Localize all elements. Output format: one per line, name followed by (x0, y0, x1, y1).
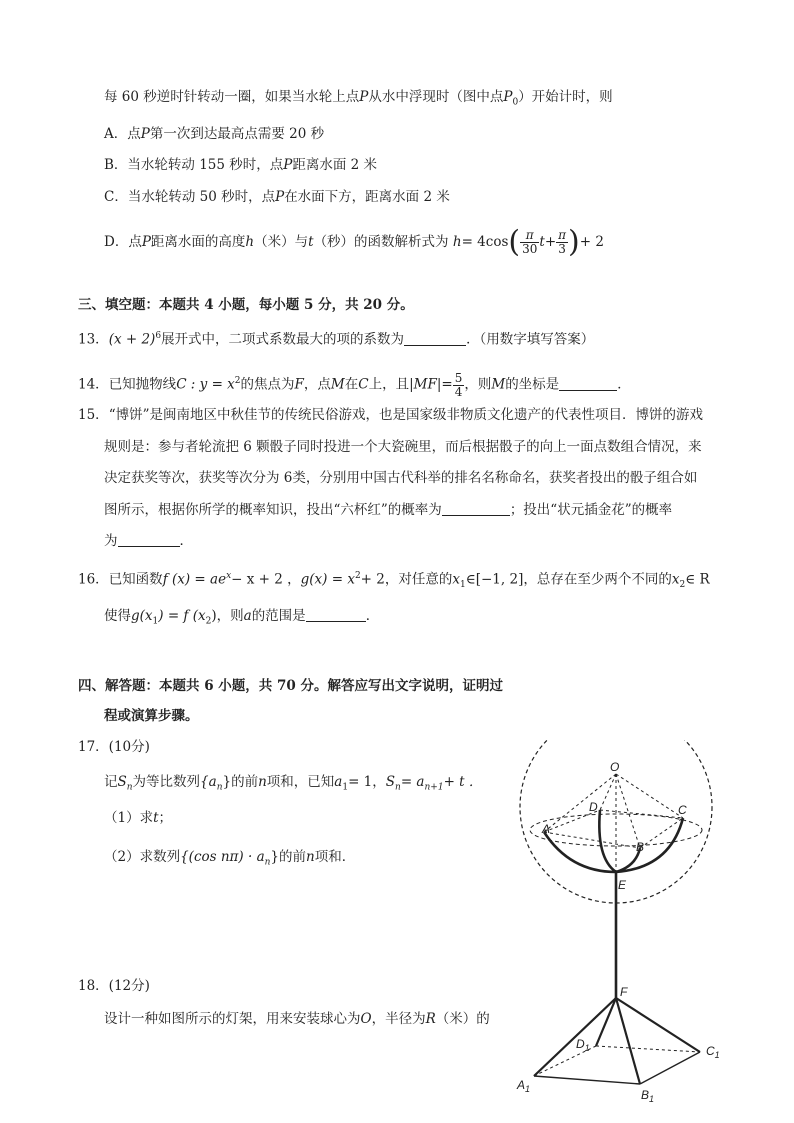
question-17-stem: 记$S_n$为等比数列$\{a_n\}$的前n项和，已知$a_1= 1$，$S_n= a_{n+1}+ t$ ． (104, 774, 483, 793)
label-a1: $A_1$ (517, 1078, 531, 1094)
label-c: C (678, 803, 687, 817)
label-d: D (589, 800, 598, 814)
question-17-part-1: （1）求t； (104, 810, 173, 826)
label-f: F (620, 985, 628, 999)
question-17-header: 17．(10分) (78, 739, 150, 755)
label-b: B (636, 840, 645, 854)
question-15-line-5: 为 ． (104, 533, 193, 549)
label-o: O (610, 760, 620, 774)
option-d: D．点P距离水面的高度h（米）与t（秒）的函数解析式为 h= 4cos( $\frac{\pi}{30}$ t+ $\frac{\pi}{3}$ )+ 2 (104, 224, 604, 260)
pyramid-edges-dashed (544, 774, 683, 872)
section-4-title-line-2: 程或演算步骤。 (104, 708, 199, 724)
section-4-title-line-1: 四、解答题：本题共 6 小题，共 70 分。解答应写出文字说明，证明过 (78, 678, 503, 694)
base-hidden (534, 1046, 700, 1076)
question-18-stem: 设计一种如图所示的灯架，用来安装球心为O，半径为R（米）的 (104, 1011, 490, 1027)
label-e: E (618, 878, 627, 892)
label-a: A (542, 822, 551, 836)
label-b1: $B_1$ (641, 1088, 655, 1104)
lamp-stand-figure (500, 740, 740, 1110)
question-15-line-2: 规则是：参与者轮流把 6 颗骰子同时投进一个大瓷碗里，而后根据骰子的向上一面点数组合情况，来 (104, 439, 702, 455)
question-14: 14．已知抛物线C : $y = x^2$的焦点为F，点M在C上，且|MF|= $\frac{5}{4}$ ，则M的坐标是 ． (78, 370, 631, 399)
question-15-line-1: 15．“博饼”是闽南地区中秋佳节的传统民俗游戏，也是国家级非物质文化遗产的代表性项目．博饼的游戏 (78, 407, 703, 423)
question-15-line-4: 图所示，根据你所学的概率知识，投出“六杯红”的概率为 ；投出“状元插金花”的概率 (104, 502, 673, 518)
question-15-line-3: 决定获奖等次，获奖等次分为 6类，分别用中国古代科举的排名名称命名，获奖者投出的骰子组合如 (104, 470, 698, 486)
question-18-header: 18．(12分) (78, 978, 150, 994)
option-b: B．当水轮转动 155 秒时，点P距离水面 2 米 (104, 157, 378, 173)
question-17-part-2: （2）求数列{(cos $n\pi) \cdot a_n$}的前n项和． (104, 849, 356, 868)
option-c: C．当水轮转动 50 秒时，点P在水面下方，距离水面 2 米 (104, 189, 450, 205)
q12-continuation: 每 60 秒逆时针转动一圈，如果当水轮上点P从水中浮现时（图中点$P_0$）开始计时，则 (104, 89, 613, 108)
option-a: A．点P第一次到达最高点需要 20 秒 (104, 126, 325, 142)
question-13: 13．$(x + 2)^6$展开式中，二项式系数最大的项的系数为 ．（用数字填写答案） (78, 331, 595, 348)
lamp-arcs (544, 810, 683, 872)
label-d1: $D_1$ (576, 1037, 590, 1053)
base-outline (534, 1052, 700, 1084)
label-c1: $C_1$ (706, 1044, 720, 1060)
tripod-legs (534, 998, 700, 1084)
question-16-line-2: 使得$g(x_1) = f$ $(x_2)$，则a的范围是 ． (104, 608, 380, 627)
section-3-title: 三、填空题：本题共 4 小题，每小题 5 分，共 20 分。 (78, 297, 414, 313)
question-16-line-1: 16．已知函数f $(x) = ae^x- x + 2$ ，$g(x) = x^2+ 2$，对任意的$x_1\in[-1$, 2]，总存在至少两个不同的$x_2\in$ R (78, 571, 710, 591)
